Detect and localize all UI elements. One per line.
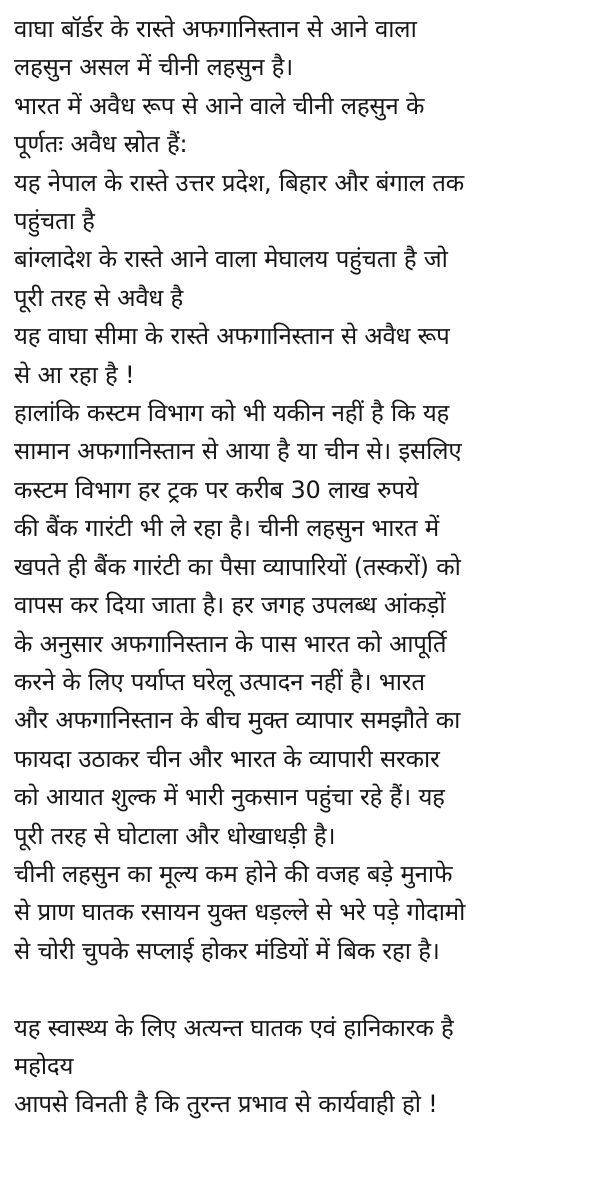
text-line: पूरी तरह से घोटाला और धोखाधड़ी है। xyxy=(14,821,336,850)
text-line: से चोरी चुपके सप्लाई होकर मंडियों में बिक रहा है। xyxy=(14,936,440,965)
text-line: यह स्वास्थ्य के लिए अत्यन्त घातक एवं हानिकारक है xyxy=(14,1013,454,1042)
text-line: करने के लिए पर्याप्त घरेलू उत्पादन नहीं है। भारत xyxy=(14,667,425,696)
text-line: वाघा बॉर्डर के रास्ते अफगानिस्तान से आने वाला xyxy=(14,15,417,43)
text-line: आपसे विनती है कि तुरन्त प्रभाव से कार्यवाही हो ! xyxy=(14,1090,438,1119)
text-line: यह वाघा सीमा के रास्ते अफगानिस्तान से अवैध रूप xyxy=(14,322,450,351)
blank-line xyxy=(14,970,587,1008)
text-line: यह नेपाल के रास्ते उत्तर प्रदेश, बिहार और बंगाल तक xyxy=(14,168,465,197)
text-line: सामान अफगानिस्तान से आया है या चीन से। इसलिए xyxy=(14,437,462,466)
text-line: बांग्लादेश के रास्ते आने वाला मेघालय पहुंचता है जो xyxy=(14,245,448,274)
text-line: लहसुन असल में चीनी लहसुन है। xyxy=(14,53,294,82)
text-line: फायदा उठाकर चीन और भारत के व्यापारी सरकार xyxy=(14,744,440,773)
text-line: वापस कर दिया जाता है। हर जगह उपलब्ध आंकड़ों xyxy=(14,591,446,620)
text-line: के अनुसार अफगानिस्तान के पास भारत को आपूर्ति xyxy=(14,629,447,658)
text-line: खपते ही बैंक गारंटी का पैसा व्यापारियों (तस्करों) को xyxy=(14,552,461,581)
text-line: महोदय xyxy=(14,1051,74,1080)
text-line: और अफगानिस्तान के बीच मुक्त व्यापार समझौते का xyxy=(14,706,461,735)
text-line: से प्राण घातक रसायन युक्त धड़ल्ले से भरे पड़े गोदामो xyxy=(14,898,466,927)
text-line: की बैंक गारंटी भी ले रहा है। चीनी लहसुन भारत में xyxy=(14,514,439,543)
text-line: पूर्णतः अवैध स्रोत हैं: xyxy=(14,130,188,159)
text-line: कस्टम विभाग हर ट्रक पर करीब 30 लाख रुपये xyxy=(14,475,419,504)
text-line: को आयात शुल्क में भारी नुकसान पहुंचा रहे हैं। यह xyxy=(14,783,445,812)
text-line: पहुंचता है xyxy=(14,207,95,236)
text-line: से आ रहा है ! xyxy=(14,360,135,389)
text-line: हालांकि कस्टम विभाग को भी यकीन नहीं है कि यह xyxy=(14,399,450,428)
text-line: चीनी लहसुन का मूल्य कम होने की वजह बड़े मुनाफे xyxy=(14,859,453,888)
text-line: भारत में अवैध रूप से आने वाले चीनी लहसुन के xyxy=(14,91,425,120)
text-line: पूरी तरह से अवैध है xyxy=(14,283,184,312)
